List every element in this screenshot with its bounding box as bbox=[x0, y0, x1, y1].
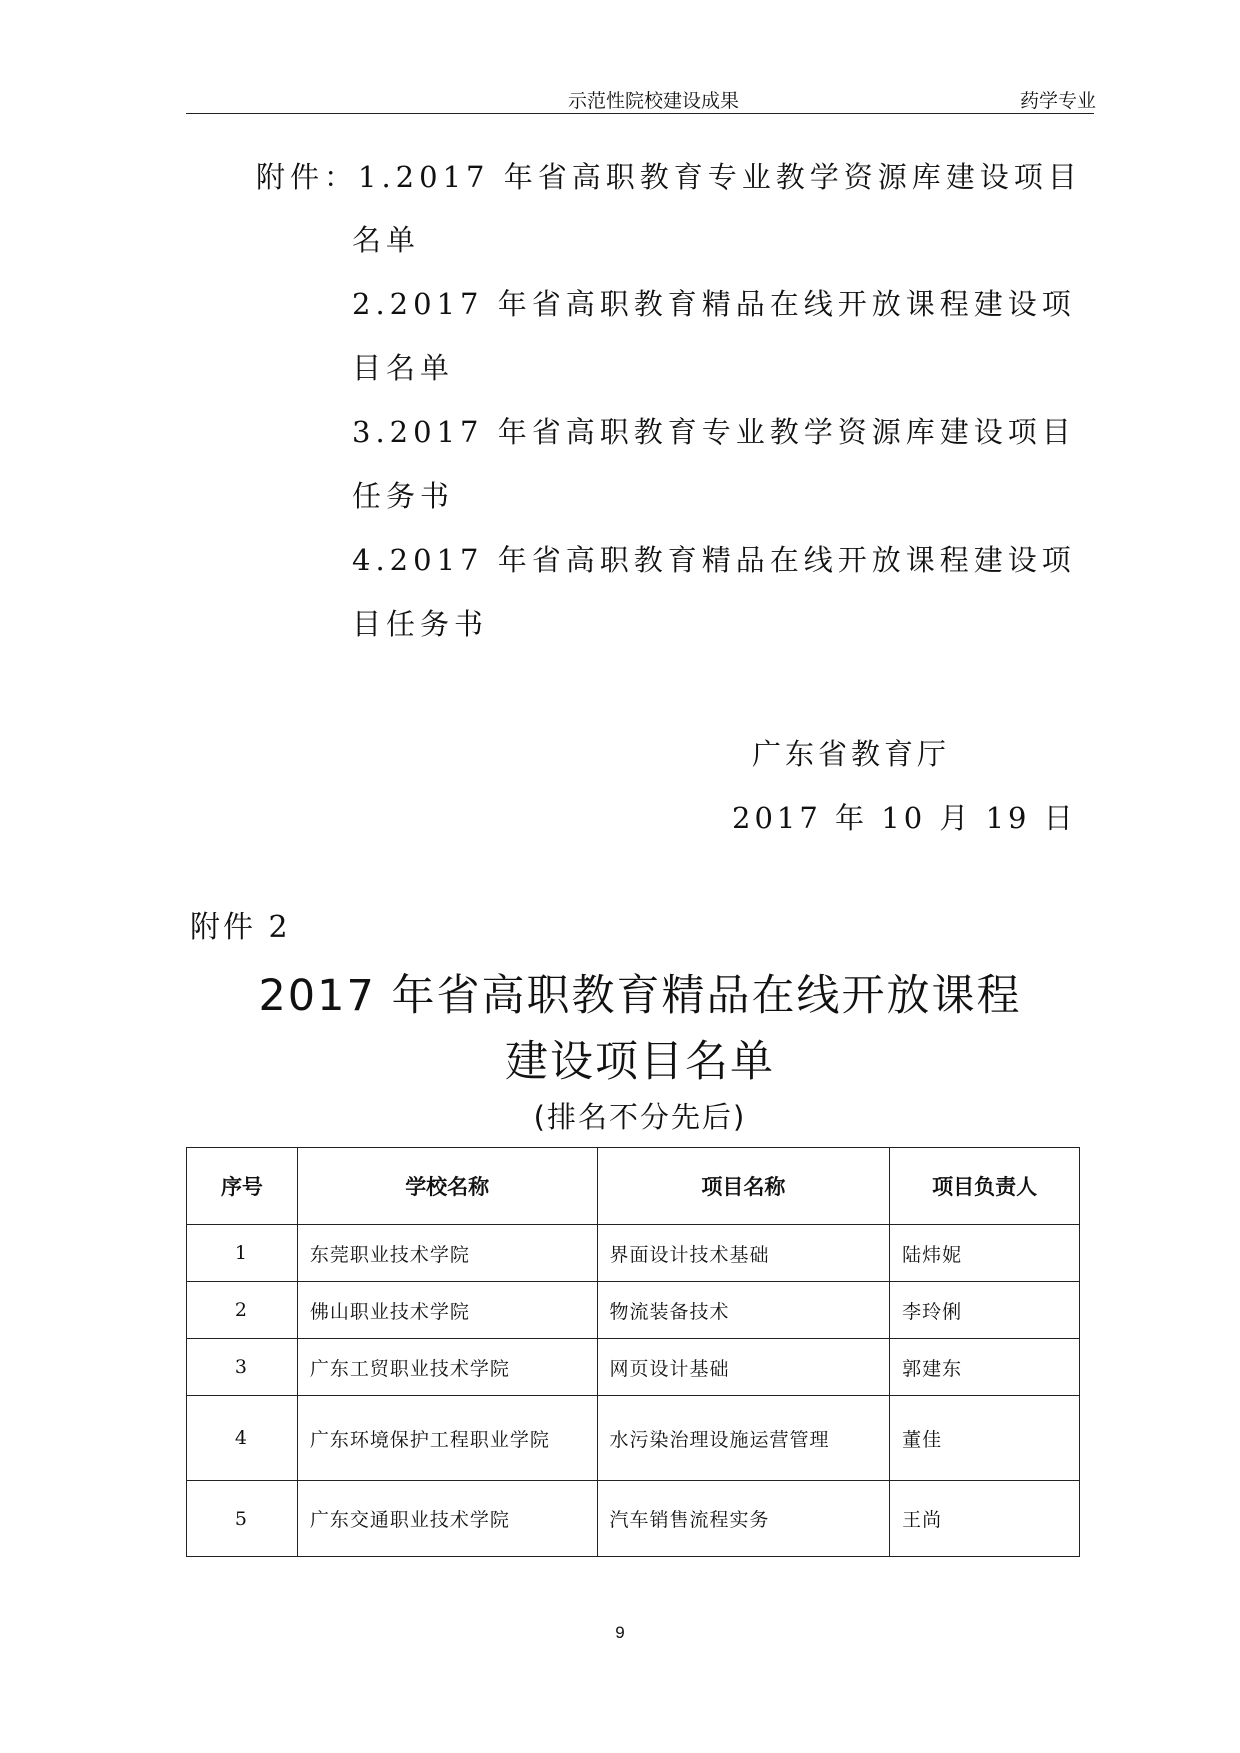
row-leader: 李玲俐 bbox=[890, 1282, 1080, 1339]
row-project: 汽车销售流程实务 bbox=[597, 1481, 890, 1557]
table-row bbox=[187, 1339, 1080, 1396]
header-right-text: 药学专业 bbox=[1020, 90, 1097, 112]
row-leader: 王尚 bbox=[890, 1481, 1080, 1557]
row-leader: 郭建东 bbox=[890, 1339, 1080, 1396]
row-project: 水污染治理设施运营管理 bbox=[597, 1396, 890, 1481]
table-header-row bbox=[187, 1148, 1080, 1225]
signature-org: 广东省教育厅 bbox=[752, 737, 951, 771]
attachment2-label: 附件 2 bbox=[190, 910, 291, 945]
attachment-line-1: 附件：1.2017 年省高职教育专业教学资源库建设项目 bbox=[256, 160, 1082, 194]
attachment-line-6: 任务书 bbox=[352, 479, 455, 513]
table-row bbox=[187, 1282, 1080, 1339]
row-index: 3 bbox=[187, 1339, 298, 1396]
row-school: 佛山职业技术学院 bbox=[297, 1282, 597, 1339]
row-school: 广东环境保护工程职业学院 bbox=[297, 1396, 597, 1481]
row-school: 广东工贸职业技术学院 bbox=[297, 1339, 597, 1396]
row-project: 界面设计技术基础 bbox=[597, 1225, 890, 1282]
project-table bbox=[186, 1147, 1080, 1557]
row-index: 2 bbox=[187, 1282, 298, 1339]
signature-date: 2017 年 10 月 19 日 bbox=[732, 801, 1077, 835]
row-school: 东莞职业技术学院 bbox=[297, 1225, 597, 1282]
table-row bbox=[187, 1396, 1080, 1481]
document-subtitle: (排名不分先后) bbox=[533, 1100, 747, 1134]
row-index: 4 bbox=[187, 1396, 298, 1481]
header-project: 项目名称 bbox=[597, 1148, 890, 1225]
document-title-line-2: 建设项目名单 bbox=[505, 1037, 775, 1087]
attachment-line-8: 目任务书 bbox=[352, 607, 489, 641]
document-title-line-1: 2017 年省高职教育精品在线开放课程 bbox=[258, 971, 1022, 1021]
header-divider bbox=[186, 113, 1094, 114]
attachment-line-2: 名单 bbox=[352, 223, 421, 257]
row-school: 广东交通职业技术学院 bbox=[297, 1481, 597, 1557]
header-center-text: 示范性院校建设成果 bbox=[568, 90, 740, 112]
attachment-line-5: 3.2017 年省高职教育专业教学资源库建设项目 bbox=[352, 415, 1076, 449]
attachment-line-7: 4.2017 年省高职教育精品在线开放课程建设项 bbox=[352, 543, 1076, 577]
attachment-line-3: 2.2017 年省高职教育精品在线开放课程建设项 bbox=[352, 287, 1076, 321]
attachment-line-4: 目名单 bbox=[352, 351, 455, 385]
table-row bbox=[187, 1225, 1080, 1282]
row-index: 1 bbox=[187, 1225, 298, 1282]
page-number: 9 bbox=[615, 1623, 625, 1642]
row-leader: 董佳 bbox=[890, 1396, 1080, 1481]
row-index: 5 bbox=[187, 1481, 298, 1557]
header-leader: 项目负责人 bbox=[890, 1148, 1080, 1225]
row-project: 物流装备技术 bbox=[597, 1282, 890, 1339]
row-project: 网页设计基础 bbox=[597, 1339, 890, 1396]
table-row bbox=[187, 1481, 1080, 1557]
header-index: 序号 bbox=[187, 1148, 298, 1225]
row-leader: 陆炜妮 bbox=[890, 1225, 1080, 1282]
header-school: 学校名称 bbox=[297, 1148, 597, 1225]
